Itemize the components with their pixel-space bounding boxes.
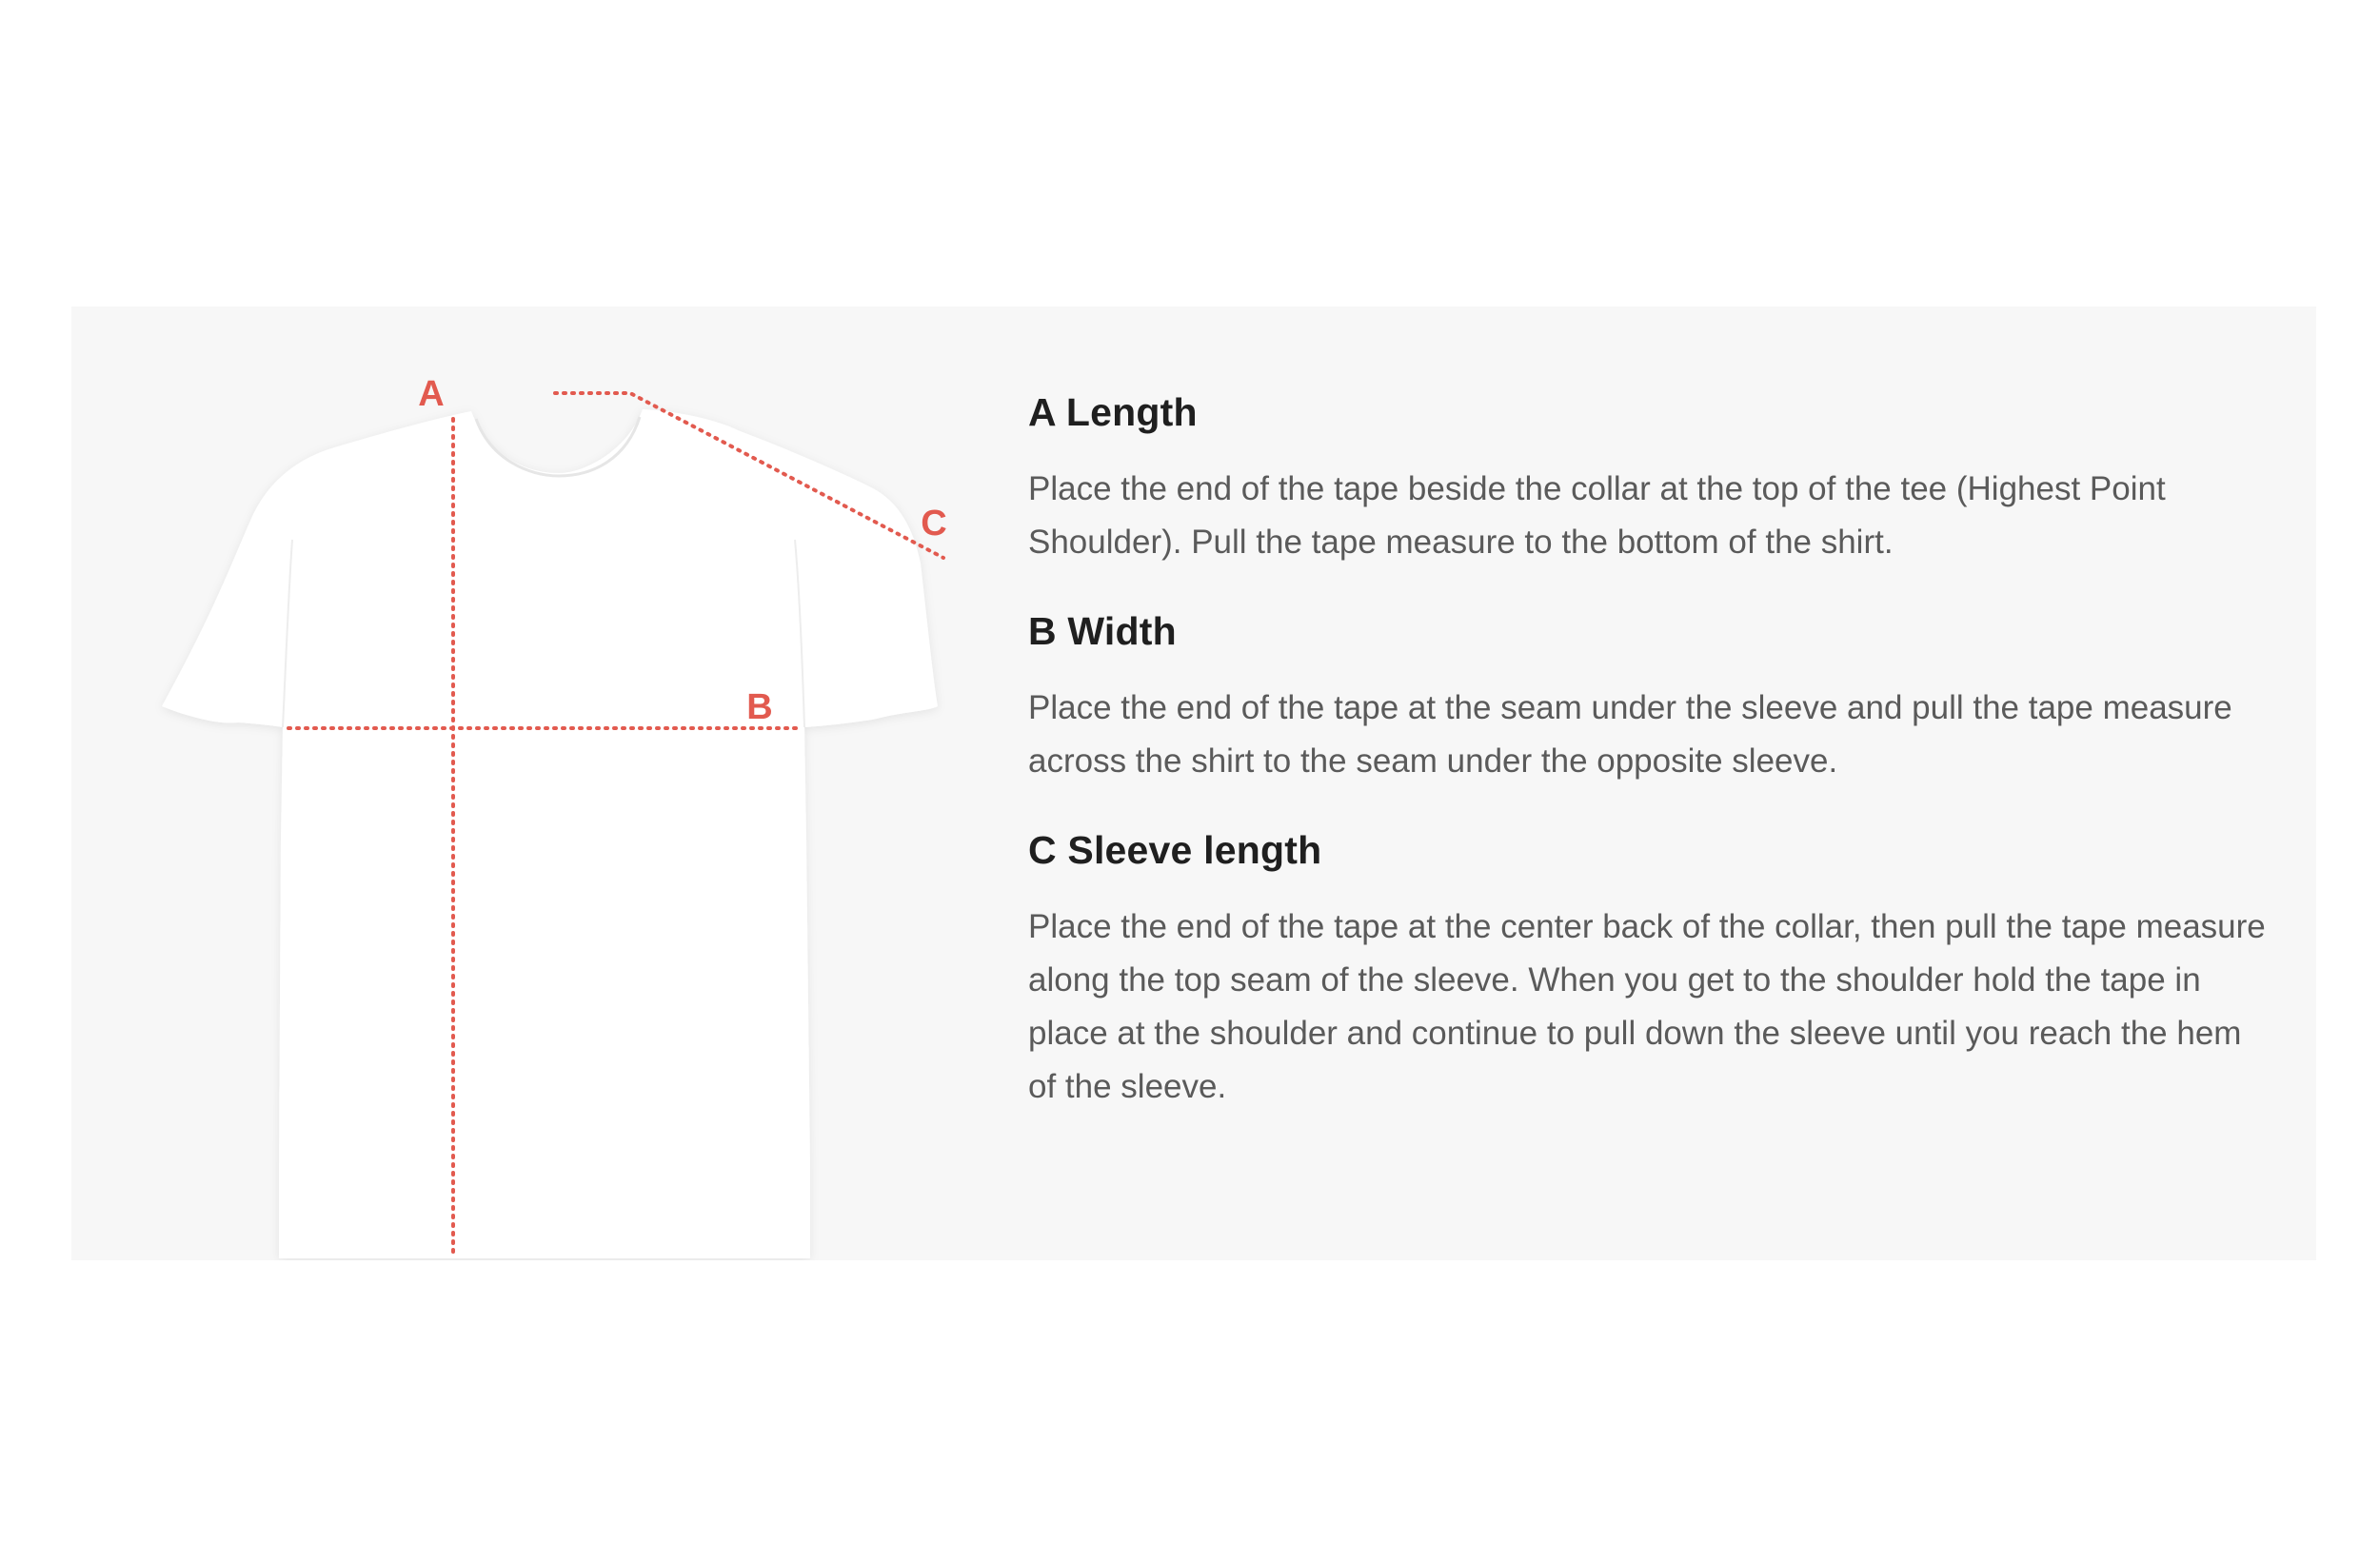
section-width-body: Place the end of the tape at the seam under the sleeve and pull the tape measure across the shirt to the seam under the opposite sleeve. — [1028, 689, 2232, 780]
section-width — [1028, 607, 2275, 788]
section-width-title: B Width — [1028, 609, 1177, 653]
section-length-body: Place the end of the tape beside the collar at the top of the tee (Highest Point Shoulder). Pull the tape measure to the bottom of the shirt. — [1028, 470, 2166, 561]
section-length — [1028, 388, 2275, 569]
section-sleeve-length-title: C Sleeve length — [1028, 828, 1322, 872]
tshirt-illustration — [162, 409, 938, 1258]
size-guide-panel — [71, 307, 2316, 1260]
section-length-title: A Length — [1028, 390, 1198, 434]
tshirt-measurement-diagram — [71, 307, 1023, 1260]
marker-a-label: A — [418, 374, 445, 414]
section-sleeve-length-body: Place the end of the tape at the center back of the collar, then pull the tape measure along the top seam of the sleeve. When you get to the shoulder hold the tape in place at the shoulder and continue to pull down the sleeve until you reach the hem of the sleeve. — [1028, 908, 2266, 1105]
measurement-instructions — [1028, 388, 2275, 1152]
marker-c-label: C — [921, 504, 947, 544]
section-sleeve-length — [1028, 826, 2275, 1114]
tshirt-diagram-svg — [71, 307, 1023, 1260]
marker-b-label: B — [746, 687, 773, 727]
